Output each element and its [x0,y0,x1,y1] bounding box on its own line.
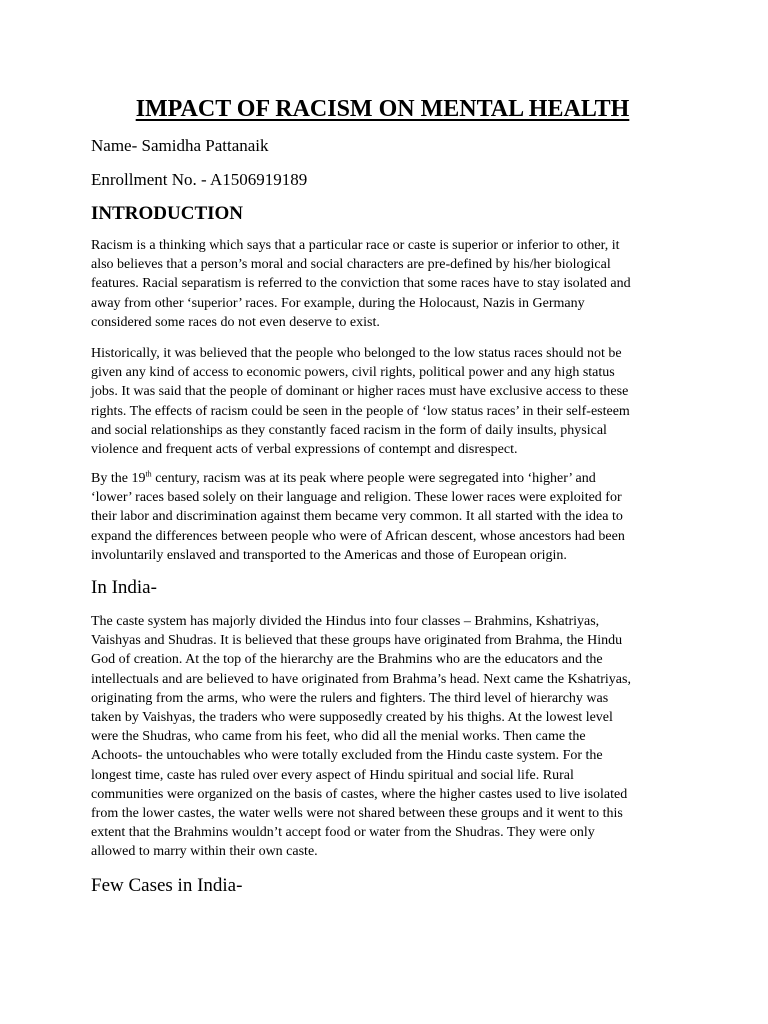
paragraph-line: violence and frequent acts of verbal expressions of contempt and disrespect. [91,442,518,458]
paragraph-line: ‘lower’ races based solely on their language and religion. These lower races were exploited for [91,490,622,506]
paragraph-line: taken by Vaishyas, the traders who were supposedly created by his thighs. At the lowest level [91,710,613,726]
paragraph-line: and social relationships as they constantly faced racism in the form of daily insults, physical [91,422,607,438]
paragraph-line: also believes that a person’s moral and social characters are pre-defined by his/her biological [91,257,611,273]
india-paragraph [91,612,674,862]
intro-paragraph-3 [91,469,674,565]
introduction-heading: INTRODUCTION [91,203,244,224]
document-title: IMPACT OF RACISM ON MENTAL HEALTH [135,96,630,122]
ordinal-superscript: th [145,469,152,479]
intro-paragraph-2 [91,344,674,459]
paragraph-line: away from other ‘superior’ races. For example, during the Holocaust, Nazis in Germany [91,295,585,311]
paragraph-line: longest time, caste has ruled over every aspect of Hindu spiritual and social life. Rural [91,767,574,783]
paragraph-line: Achoots- the untouchables who were totally excluded from the Hindu caste system. For the [91,748,603,764]
paragraph-line: rights. The effects of racism could be seen in the people of ‘low status races’ in their self-esteem [91,403,630,419]
paragraph-line: were the Shudras, who came from his feet, who did all the menial works. Then came the [91,729,586,745]
paragraph-line: involuntarily enslaved and transported to the Americas and those of European origin. [91,547,567,563]
paragraph-line: communities were organized on the basis of castes, where the higher castes used to live isolated [91,786,628,802]
paragraph-line: from the lower castes, the water wells were not shared between these groups and it went to this [91,806,623,822]
paragraph-line: allowed to marry within their own caste. [91,844,318,860]
paragraph-line: given any kind of access to economic powers, civil rights, political power and any high status [91,365,615,381]
india-heading: In India- [91,577,157,598]
paragraph-line: Racism is a thinking which says that a particular race or caste is superior or inferior to other, it [91,238,620,253]
paragraph-line: The caste system has majorly divided the Hindus into four classes – Brahmins, Kshatriyas, [91,614,600,629]
paragraph-line: God of creation. At the top of the hierarchy are the Brahmins who are the educators and the [91,652,603,668]
author-name: Name- Samidha Pattanaik [91,136,269,155]
intro-paragraph-1 [91,236,674,332]
paragraph-line: intellectuals and are believed to have originated from Brahma’s head. Next came the Kshatriyas, [91,671,631,687]
paragraph-line: jobs. It was said that the people of dominant or higher races must have exclusive access to these [91,384,629,400]
paragraph-line: features. Racial separatism is referred to the conviction that some races have to stay isolated and [91,276,631,292]
line-text: By the 19 [91,471,146,486]
paragraph-line: Historically, it was believed that the people who belonged to the low status races should not be [91,346,622,361]
paragraph-line: their labor and discrimination against them became very common. It all started with the idea to [91,509,623,525]
cases-heading: Few Cases in India- [91,875,243,896]
paragraph-line: Vaishyas and Shudras. It is believed that these groups have originated from Brahma, the Hindu [91,633,623,649]
paragraph-line: extent that the Brahmins wouldn’t accept food or water from the Shudras. They were only [91,825,595,841]
paragraph-line [91,469,674,488]
line-text: century, racism was at its peak where people were segregated into ‘higher’ and [151,471,596,486]
paragraph-line: expand the differences between people who were of African descent, whose ancestors had been [91,528,625,544]
paragraph-line: considered some races do not even deserve to exist. [91,314,380,330]
paragraph-line: originating from the arms, who were the rulers and fighters. The third level of hierarchy was [91,690,609,706]
enrollment-number: Enrollment No. - A1506919189 [91,170,308,189]
